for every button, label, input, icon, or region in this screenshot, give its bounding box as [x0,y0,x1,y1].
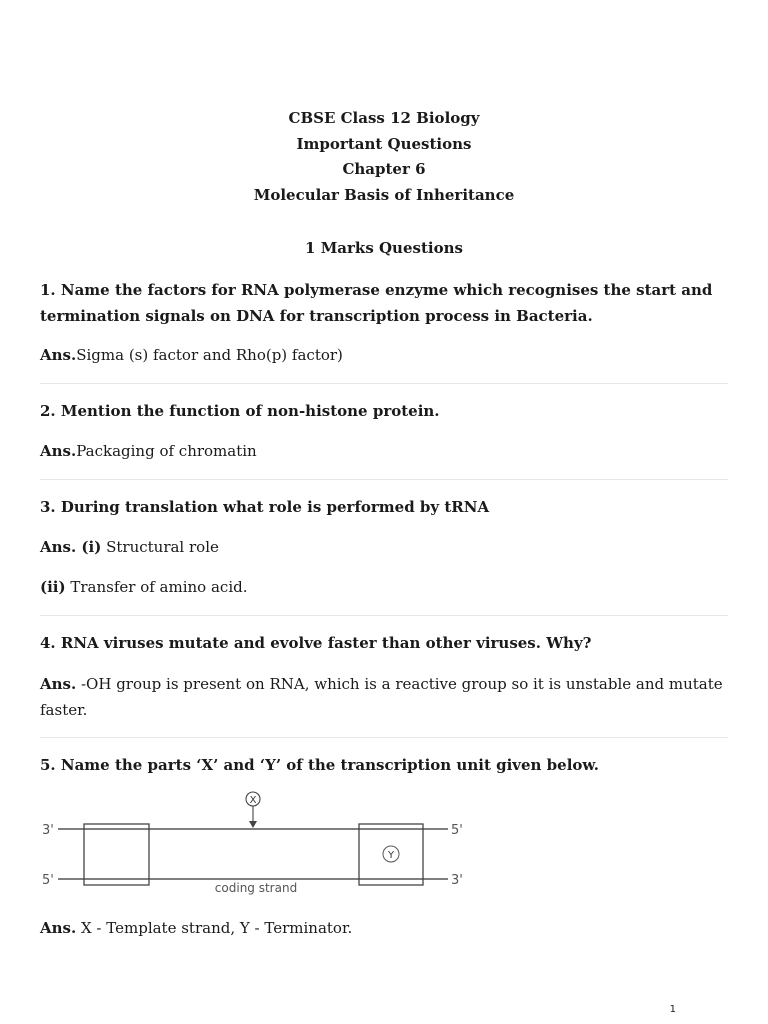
answer-1 [40,342,728,368]
label-5-prime-right: 5' [451,823,463,838]
question-5: 5. Name the parts ‘X’ and ‘Y’ of the transcription unit given below. [40,756,600,774]
section-heading: 1 Marks Questions [305,239,463,257]
label-3-prime-right: 3' [451,873,463,888]
answer-label: Ans. [40,442,77,460]
answer-3-part-1 [40,534,728,560]
answer-2 [40,438,728,464]
answer-text: Packaging of chromatin [76,442,257,460]
divider [40,383,728,384]
y-marker-label: Y [387,850,395,861]
divider [40,737,728,738]
title-line-2: Important Questions [296,134,472,153]
answer-text: Sigma (s) factor and Rho(p) factor) [76,346,343,364]
answer-label: Ans. [40,919,77,937]
transcription-unit-diagram [40,788,480,900]
answer-3-part-2 [40,574,728,600]
document-title [40,106,728,208]
answer-text: -OH group is present on RNA, which is a reactive group so it is unstable and mutate faster. [40,675,723,719]
x-arrow-head [249,821,257,828]
answer-5 [40,915,728,941]
title-line-1: CBSE Class 12 Biology [288,109,480,127]
coding-strand-label: coding strand [214,881,298,895]
promoter-box [84,824,149,885]
answer-label: (ii) [40,578,66,596]
x-marker-label: X [249,795,257,806]
divider [40,615,728,616]
page-number: 1 [669,1004,676,1015]
question-1: 1. Name the factors for RNA polymerase enzyme which recognises the start and termination signals on DNA for transcription process in Bacteria. [40,281,713,325]
divider [40,479,728,480]
question-3: 3. During translation what role is performed by tRNA [40,498,490,516]
answer-label: Ans. [40,675,77,693]
answer-label: Ans. [40,346,77,364]
answer-text: X - Template strand, Y - Terminator. [76,919,353,937]
label-3-prime-left: 3' [42,823,54,838]
answer-text: Structural role [101,538,219,556]
title-line-3: Chapter 6 [342,160,426,178]
question-2: 2. Mention the function of non-histone protein. [40,402,440,420]
title-line-4: Molecular Basis of Inheritance [253,185,515,204]
answer-4 [40,671,728,723]
label-5-prime-left: 5' [42,873,54,888]
answer-text: Transfer of amino acid. [65,578,248,596]
question-4: 4. RNA viruses mutate and evolve faster than other viruses. Why? [40,634,592,652]
answer-label: Ans. (i) [40,538,102,556]
